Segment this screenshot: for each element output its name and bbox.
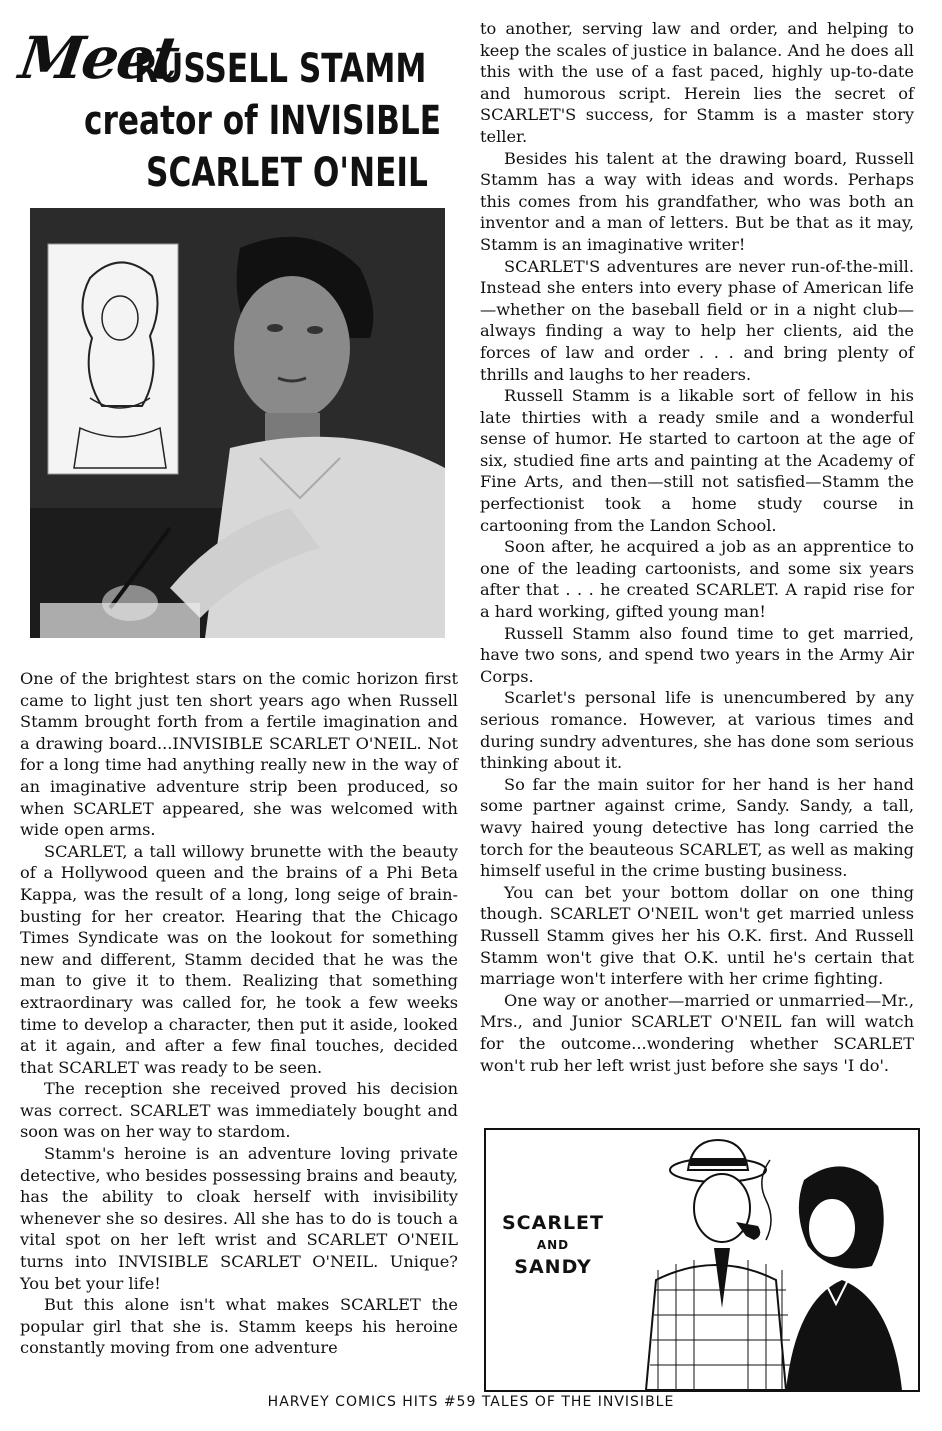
right-column-text bbox=[480, 18, 914, 1076]
left-paragraph: SCARLET, a tall willowy brunette with the beauty of a Hollywood queen and the brains of a Phi Beta Kappa, was the result of a long, long seige of brain-busting for her creator. Hearing that the Chicago Times Syndicate was on the lookout for something new and different, Stamm decided that he was the man to give it to them. Realizing that something extraordinary was called for, he took a few weeks time to develop a character, then put it aside, looked at it again, and after a few final touches, decided that SCARLET was ready to be seen. bbox=[20, 841, 458, 1077]
headline-meet: Meet bbox=[15, 24, 182, 92]
headline-line-1: RUSSELL STAMM bbox=[134, 46, 427, 92]
artist-photo bbox=[30, 208, 445, 638]
right-paragraph: You can bet your bottom dollar on one thing though. SCARLET O'NEIL won't get married unless Russell Stamm gives her his O.K. first. And Russell Stamm won't give that O.K. until he's certain that marriage won't interfere with her crime fighting. bbox=[480, 882, 914, 989]
sandy-figure bbox=[646, 1140, 792, 1390]
right-paragraph: Soon after, he acquired a job as an apprentice to one of the leading cartoonists, and some six years after that . . . he created SCARLET. A rapid rise for a hard working, gifted young man! bbox=[480, 537, 914, 622]
artist-photo-illustration bbox=[30, 208, 445, 638]
caption-sandy: SANDY bbox=[514, 1256, 592, 1278]
page-footer: HARVEY COMICS HITS #59 TALES OF THE INVISIBLE bbox=[267, 1394, 675, 1410]
right-paragraph: Russell Stamm also found time to get married, have two sons, and spend two years in the Army Air Corps. bbox=[480, 623, 914, 686]
left-paragraph: Stamm's heroine is an adventure loving private detective, who besides possessing brains and beauty, has the ability to cloak herself with invisibility whenever she so desires. All she has to do is touch a vital spot on her left wrist and SCARLET O'NEIL turns into INVISIBLE SCARLET O'NEIL. Unique? You bet your life! bbox=[20, 1144, 458, 1293]
article-headline bbox=[15, 22, 448, 196]
left-paragraph: But this alone isn't what makes SCARLET the popular girl that she is. Stamm keeps his heroine constantly moving from one adventure bbox=[20, 1295, 458, 1358]
right-paragraph: Russell Stamm is a likable sort of fellow in his late thirties with a ready smile and a wonderful sense of humor. He started to cartoon at the age of six, studied fine arts and painting at the Academy of Fine Arts, and then—still not satisfied—Stamm the perfectionist took a home study course in cartooning from the Landon School. bbox=[480, 386, 914, 535]
scarlet-figure bbox=[786, 1166, 902, 1390]
cartoon-illustration bbox=[486, 1130, 918, 1390]
scarlet-and-sandy-panel bbox=[484, 1128, 920, 1392]
left-paragraph: One of the brightest stars on the comic horizon first came to light just ten short years ago when Russell Stamm brought forth from a fertile imagination and a drawing board...INVISIBLE SCARLET O'NEIL. Not for a long time had anything really new in the way of an imaginative adventure strip been produced, so when SCARLET appeared, she was welcomed with wide open arms. bbox=[20, 669, 458, 840]
headline-line-3: SCARLET O'NEIL bbox=[146, 150, 428, 196]
headline-line-2: creator of INVISIBLE bbox=[84, 98, 442, 144]
right-paragraph: So far the main suitor for her hand is her hand some partner against crime, Sandy. Sandy, a tall, wavy haired young detective has long carried the torch for the beauteous SCARLET, as well as making himself useful in the crime busting business. bbox=[480, 774, 914, 881]
right-paragraph: Scarlet's personal life is unencumbered by any serious romance. However, at various times and during sundry adventures, she has done som serious thinking about it. bbox=[480, 688, 914, 773]
right-paragraph: to another, serving law and order, and helping to keep the scales of justice in balance. And he does all this with the use of a fast paced, highly up-to-date and humorous script. Herein lies the secret of SCARLET'S success, for Stamm is a master story teller. bbox=[480, 19, 914, 146]
right-paragraph: One way or another—married or unmarried—Mr., Mrs., and Junior SCARLET O'NEIL fan will watch for the outcome...wondering whether SCARLET won't rub her left wrist just before she says 'I do'. bbox=[480, 990, 914, 1075]
right-paragraph: SCARLET'S adventures are never run-of-the-mill. Instead she enters into every phase of American life—whether on the baseball field or in a night club—always finding a way to help her clients, aid the forces of law and order . . . and bring plenty of thrills and laughs to her readers. bbox=[480, 256, 914, 384]
caption-and: AND bbox=[536, 1238, 570, 1252]
caption-scarlet: SCARLET bbox=[501, 1212, 604, 1234]
left-column-text bbox=[20, 668, 458, 1359]
sketch-sheet bbox=[48, 244, 178, 474]
left-paragraph: The reception she received proved his decision was correct. SCARLET was immediately bought and soon was on her way to stardom. bbox=[20, 1079, 458, 1142]
right-paragraph: Besides his talent at the drawing board, Russell Stamm has a way with ideas and words. Perhaps this comes from his grandfather, who was both an inventor and a man of letters. But be that as it may, Stamm is an imaginative writer! bbox=[480, 148, 914, 254]
